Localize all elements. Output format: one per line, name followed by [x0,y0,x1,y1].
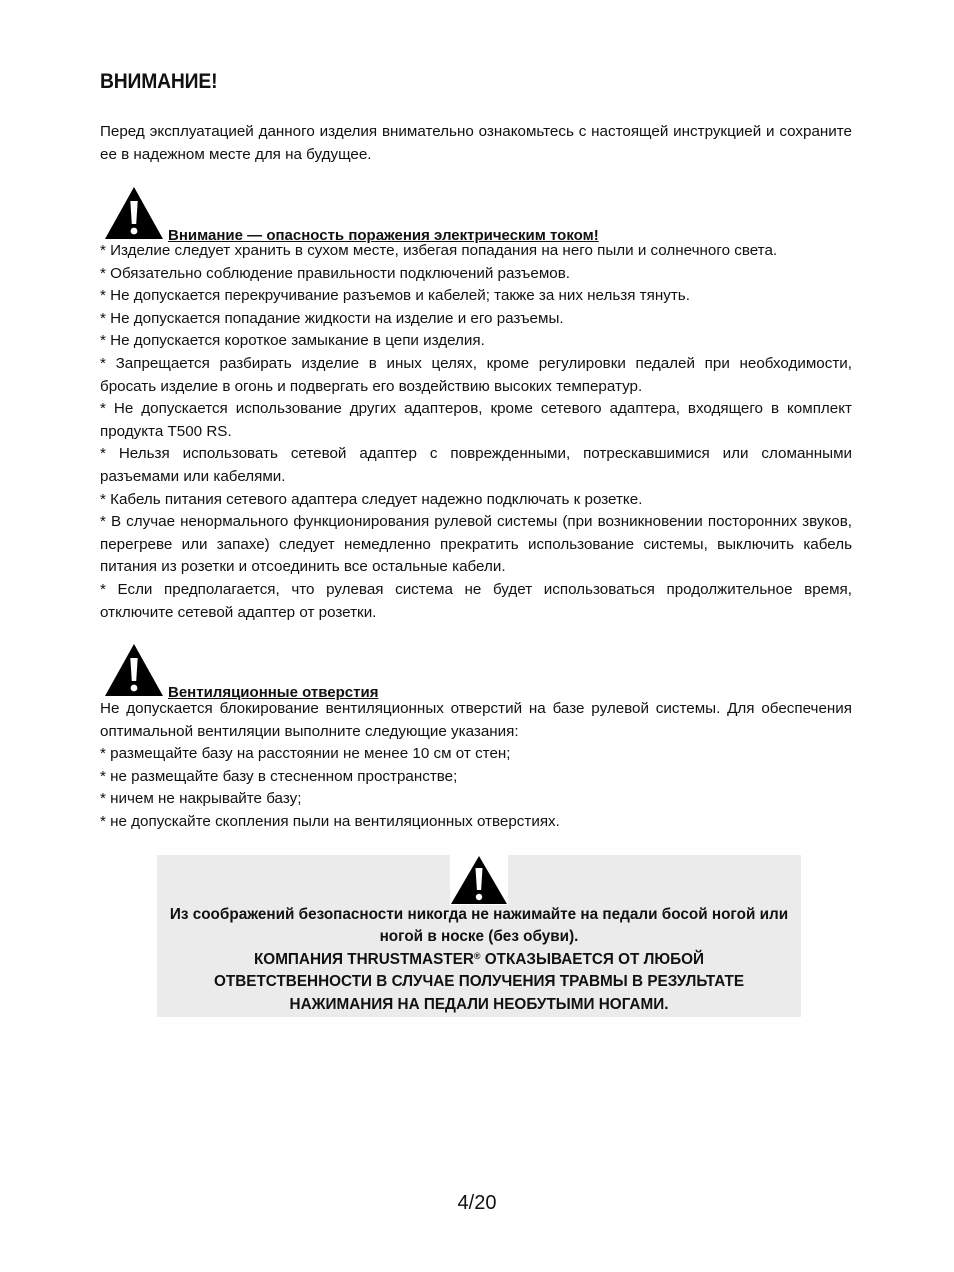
electric-warning-heading: Внимание — опасность поражения электрическим током! [168,227,599,244]
page-title: ВНИМАНИЕ! [100,70,218,93]
list-item: * Не допускается короткое замыкание в цепи изделия. [100,332,485,350]
disclaimer-text: ОТКАЗЫВАЕТСЯ ОТ ЛЮБОЙ ОТВЕТСТВЕННОСТИ В СЛУЧАЕ ПОЛУЧЕНИЯ ТРАВМЫ В РЕЗУЛЬТАТЕ НАЖИМАНИЯ НА ПЕДАЛИ НЕОБУТЫМИ НОГАМИ. [213,950,745,1013]
ventilation-section [100,698,852,834]
list-item: * В случае ненормального функционирования рулевой системы (при возникновении посторонних звуков, перегреве или запахе) следует немедленно прекратить использование системы, выключить кабель питания из розетки и отсоединить все остальные кабели. [100,513,852,576]
list-item: * Если предполагается, что рулевая система не будет использоваться продолжительное время, отключите сетевой адаптер от розетки. [100,580,852,621]
list-item: * Не допускается перекручивание разъемов и кабелей; также за них нельзя тянуть. [100,287,690,305]
liability-disclaimer [157,949,801,1016]
ventilation-warning-header [100,643,852,699]
barefoot-warning: Из соображений безопасности никогда не нажимайте на педали босой ногой или ногой в носке (без обуви). [169,906,789,946]
list-item: * Не допускается попадание жидкости на изделие и его разъемы. [100,309,564,327]
disclaimer-company: КОМПАНИЯ THRUSTMASTER [253,950,474,968]
intro-paragraph [100,121,852,166]
list-item: * не размещайте базу в стесненном пространстве; [100,767,458,785]
list-item: * Кабель питания сетевого адаптера следует надежно подключать к розетке. [100,490,643,508]
page-number: 4/20 [457,1192,497,1214]
list-item: * не допускайте скопления пыли на вентиляционных отверстиях. [100,812,560,830]
list-item: * Нельзя использовать сетевой адаптер с поврежденными, потрескавшимися или сломанными разъемами или кабелями. [100,445,852,485]
list-item: * Обязательно соблюдение правильности подключений разъемов. [100,264,571,282]
ventilation-intro: Не допускается блокирование вентиляционных отверстий на базе рулевой системы. Для обеспечения оптимальной вентиляции выполните следующие указания: [100,700,852,740]
intro-text: Перед эксплуатацией данного изделия внимательно ознакомьтесь с настоящей инструкцией и сохраните ее в надежном месте для на будущее. [100,123,852,163]
warning-triangle-icon [104,186,164,240]
list-item: * Запрещается разбирать изделие в иных целях, кроме регулировки педалей при необходимости, бросать изделие в огонь и подвергать его воздействию высоких температур. [100,354,852,395]
safety-notice-box [157,855,801,1017]
list-item: * Не допускается использование других адаптеров, кроме сетевого адаптера, входящего в комплект продукта T500 RS. [100,400,852,440]
ventilation-heading: Вентиляционные отверстия [168,684,379,701]
warning-triangle-icon [450,855,508,905]
list-item: * ничем не накрывайте базу; [100,790,302,808]
list-item: * Изделие следует хранить в сухом месте, избегая попадания на него пыли и солнечного света. [100,242,778,259]
electric-warning-header [100,186,852,242]
warning-triangle-icon [104,643,164,697]
registered-mark: ® [473,950,481,961]
safety-notice-text [157,904,801,1016]
electric-warning-list [100,240,852,624]
list-item: * размещайте базу на расстоянии не менее 10 см от стен; [100,745,511,763]
